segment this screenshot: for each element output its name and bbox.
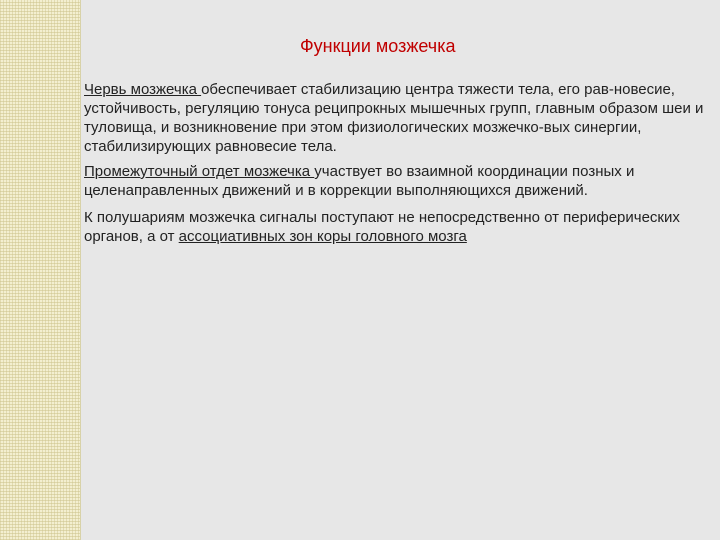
slide-title: Функции мозжечка <box>300 36 456 56</box>
paragraph-intermediate-zone <box>84 162 714 200</box>
term-cerebellar-vermis: Червь мозжечка <box>84 81 202 98</box>
paragraph-text: К полушариям мозжечка сигналы поступают не непосредственно от периферических органов, а от <box>84 209 680 245</box>
paragraph-cerebellar-vermis <box>84 80 714 156</box>
paragraph-text: обеспечивает стабилизацию центра тяжести тела, его рав-новесие, устойчивость, регуляцию тонуса реципрокных мышечных групп, главным образом шеи и туловища, и возникновение при этом физиологических мозжечко-вых синергии, стабилизирующих равновесие тела. <box>84 81 704 155</box>
paragraph-text: участвует во взаимной координации позных и целенаправленных движений и в коррекции выполняющихся движений. <box>84 163 635 199</box>
decorative-side-pattern <box>0 0 80 540</box>
side-divider <box>80 0 81 540</box>
term-intermediate-zone: Промежуточный отдет мозжечка <box>84 163 315 180</box>
paragraph-hemispheres <box>84 208 714 246</box>
slide-body <box>84 80 714 252</box>
term-associative-cortex: ассоциативных зон коры головного мозга <box>178 228 467 245</box>
